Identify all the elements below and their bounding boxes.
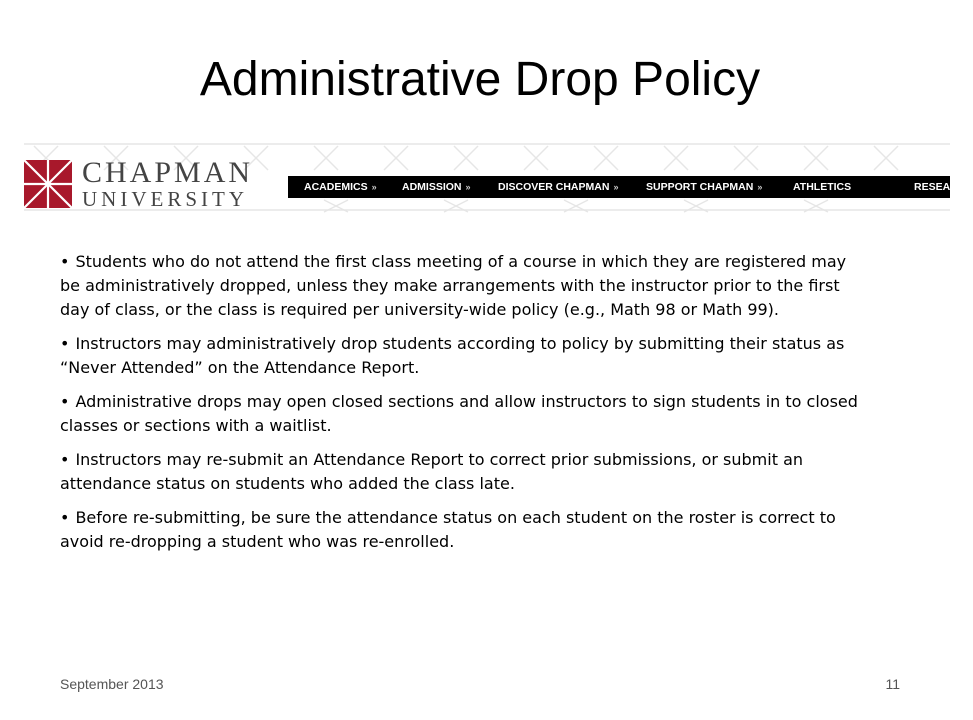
- footer-date: September 2013: [60, 676, 164, 692]
- nav-bar: [288, 176, 973, 198]
- logo-text-university: UNIVERSITY: [82, 187, 248, 211]
- bullet-dot: •: [60, 252, 70, 271]
- bullet-list: [60, 250, 860, 564]
- chevron-down-icon: »: [757, 182, 763, 192]
- list-item: • Students who do not attend the first class meeting of a course in which they are registered may be administratively dropped, unless they make arrangements with the instructor prior to the first day of class, or the class is required per university-wide policy (e.g., Math 98 or Math 99).: [60, 252, 847, 319]
- bullet-dot: •: [60, 508, 70, 527]
- chevron-down-icon: »: [371, 182, 377, 192]
- nav-item-support-chapman[interactable]: SUPPORT CHAPMAN »: [646, 181, 763, 193]
- bullet-dot: •: [60, 334, 70, 353]
- chevron-down-icon: »: [613, 182, 619, 192]
- chapman-logo-icon: [24, 160, 72, 208]
- list-item: • Instructors may administratively drop students according to policy by submitting their status as “Never Attended” on the Attendance Report.: [60, 334, 845, 377]
- nav-item-academics[interactable]: ACADEMICS »: [304, 181, 377, 193]
- page-number: 11: [885, 676, 900, 692]
- chapman-banner: [24, 140, 973, 214]
- chevron-down-icon: »: [465, 182, 471, 192]
- slide-title: Administrative Drop Policy: [199, 53, 761, 106]
- nav-item-admission[interactable]: ADMISSION »: [402, 181, 471, 193]
- bullet-dot: •: [60, 450, 70, 469]
- nav-item-research[interactable]: RESEARCH: [914, 181, 973, 193]
- bullet-dot: •: [60, 392, 70, 411]
- list-item: • Instructors may re-submit an Attendance Report to correct prior submissions, or submit an attendance status on students who added the class late.: [60, 450, 804, 493]
- nav-item-athletics[interactable]: ATHLETICS: [793, 181, 852, 193]
- list-item: • Administrative drops may open closed sections and allow instructors to sign students in to closed classes or sections with a waitlist.: [60, 392, 858, 435]
- logo-text-chapman: CHAPMAN: [82, 156, 254, 189]
- list-item: • Before re-submitting, be sure the attendance status on each student on the roster is correct to avoid re-dropping a student who was re-enrolled.: [60, 508, 836, 551]
- nav-item-discover-chapman[interactable]: DISCOVER CHAPMAN »: [498, 181, 619, 193]
